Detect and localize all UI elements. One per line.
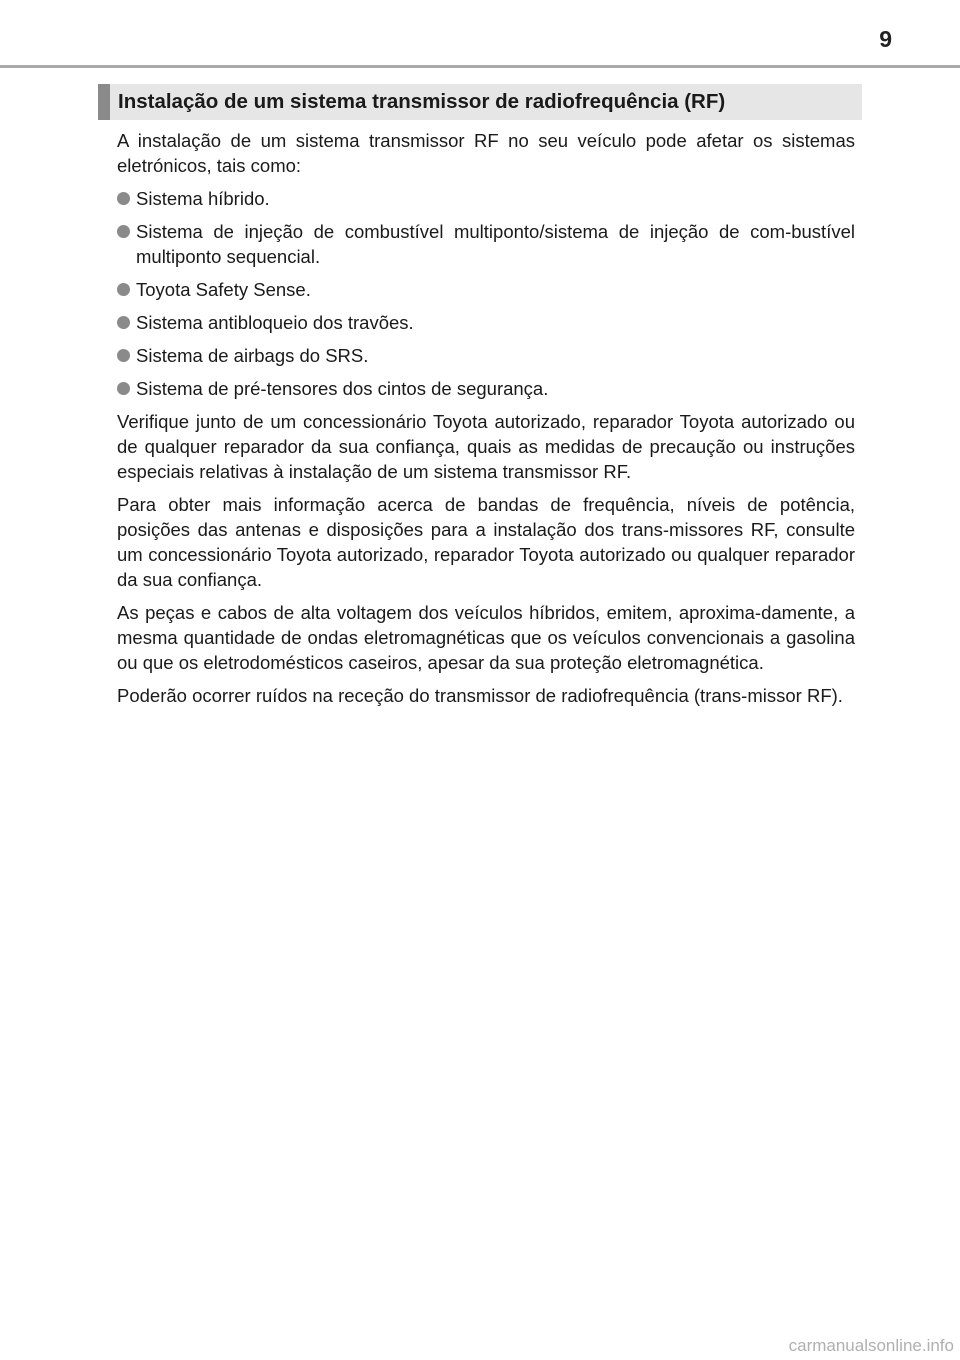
intro-paragraph: A instalação de um sistema transmissor RF no seu veículo pode afetar os sistemas eletrónicos, tais como: [117,130,855,176]
bullet-icon [117,192,130,205]
bullet-icon [117,283,130,296]
list-item [117,186,855,211]
page-content [117,128,855,716]
page-number: 9 [879,26,892,52]
body-paragraph: As peças e cabos de alta voltagem dos veículos híbridos, emitem, aproxima-damente, a mesma quantidade de ondas eletromagnéticas que os veículos convencionais a gasolina ou que os eletrodomésticos caseiros, apesar da sua proteção eletromagnética. [117,602,855,673]
list-item [117,219,855,269]
list-item [117,277,855,302]
bullet-icon [117,316,130,329]
list-item [117,376,855,401]
body-paragraph: Poderão ocorrer ruídos na receção do transmissor de radiofrequência (trans-missor RF). [117,685,843,706]
list-item-text: Sistema de injeção de combustível multiponto/sistema de injeção de com-bustível multiponto sequencial. [136,221,855,267]
body-paragraph: Verifique junto de um concessionário Toyota autorizado, reparador Toyota autorizado ou de qualquer reparador da sua confiança, quais as medidas de precaução ou instruções especiais relativas à instalação de um sistema transmissor RF. [117,411,855,482]
bullet-icon [117,382,130,395]
section-title: Instalação de um sistema transmissor de radiofrequência (RF) [118,90,726,113]
top-divider [0,65,960,68]
section-header [98,84,862,120]
list-item-text: Sistema antibloqueio dos travões. [136,312,414,333]
list-item-text: Sistema de airbags do SRS. [136,345,369,366]
systems-list [117,186,855,401]
bullet-icon [117,225,130,238]
list-item-text: Sistema híbrido. [136,188,270,209]
body-paragraph: Para obter mais informação acerca de bandas de frequência, níveis de potência, posições das antenas e disposições para a instalação dos trans-missores RF, consulte um concessionário Toyota autorizado, reparador Toyota autorizado ou qualquer reparador da sua confiança. [117,494,855,590]
list-item [117,310,855,335]
list-item-text: Sistema de pré-tensores dos cintos de segurança. [136,378,549,399]
list-item-text: Toyota Safety Sense. [136,279,311,300]
bullet-icon [117,349,130,362]
watermark: carmanualsonline.info [788,1336,954,1355]
list-item [117,343,855,368]
